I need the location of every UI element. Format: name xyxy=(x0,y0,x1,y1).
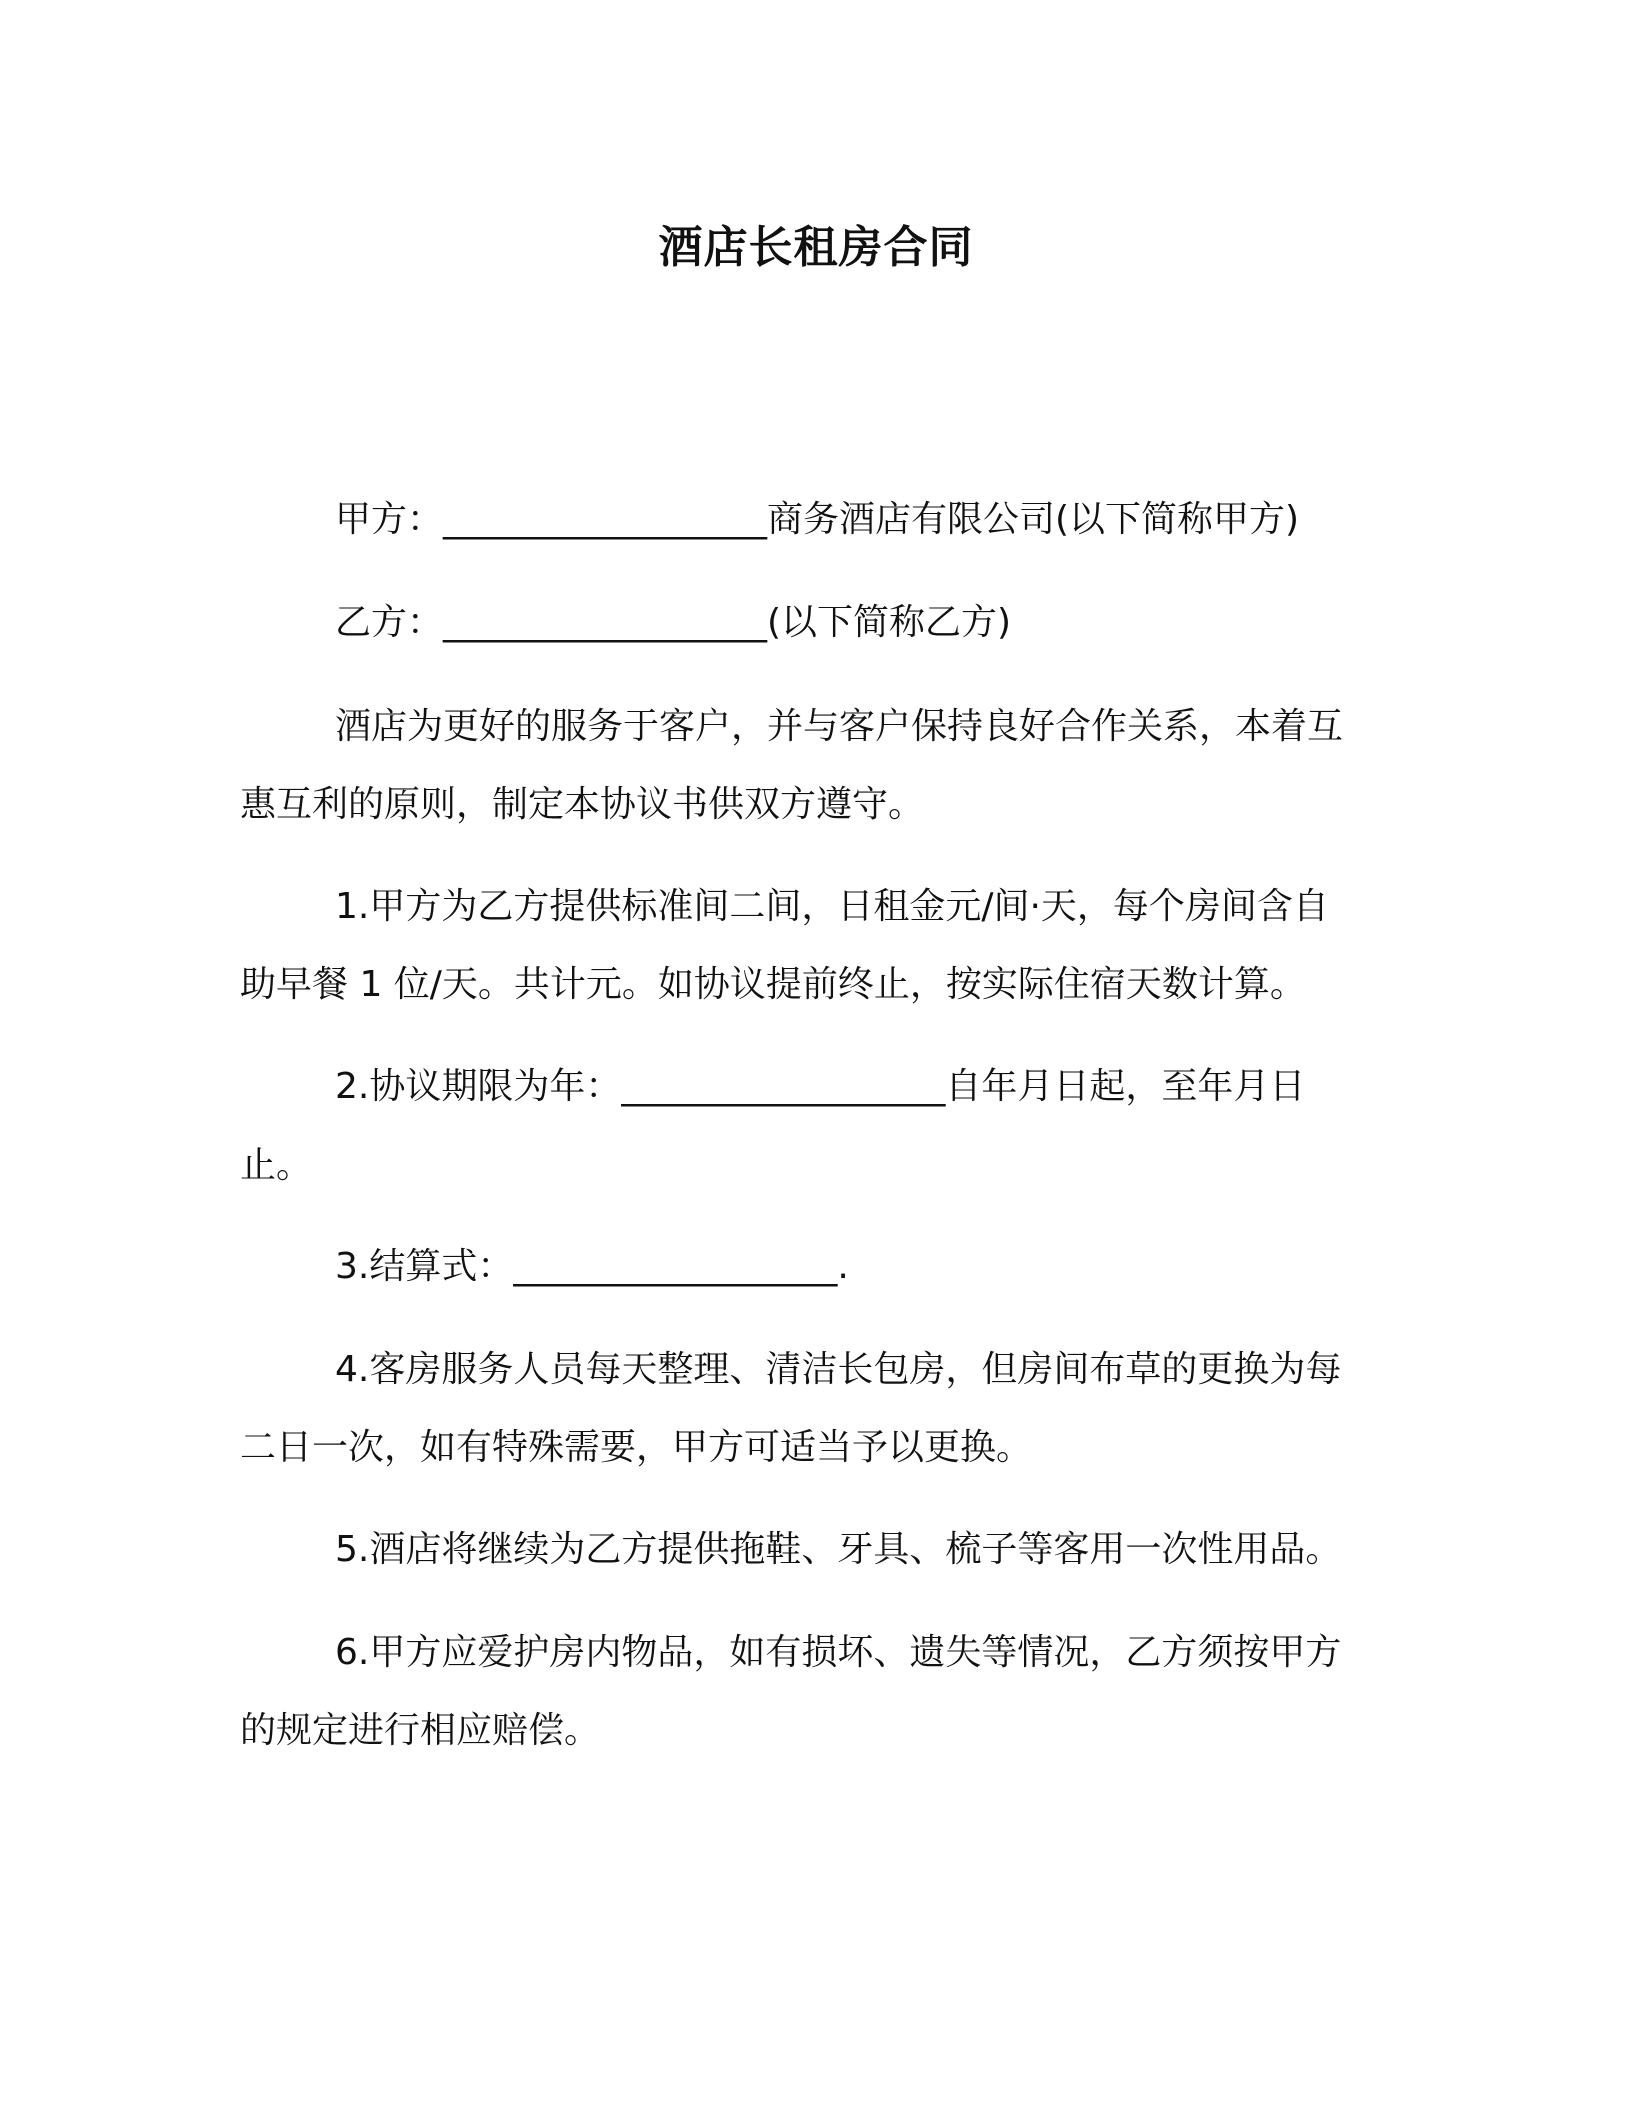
party-b-line: 乙方：__________________(以下简称乙方) xyxy=(335,602,1012,643)
clause-3-line: 3.结算式：__________________. xyxy=(335,1246,849,1287)
clause-6-line-1: 6.甲方应爱护房内物品，如有损坏、遗失等情况，乙方须按甲方 xyxy=(335,1632,1342,1673)
clause-5-line: 5.酒店将继续为乙方提供拖鞋、牙具、梳子等客用一次性用品。 xyxy=(335,1529,1342,1570)
clause-1-line-2: 助早餐 1 位/天。共计元。如协议提前终止，按实际住宿天数计算。 xyxy=(240,964,1306,1005)
intro-paragraph-line-1: 酒店为更好的服务于客户，并与客户保持良好合作关系，本着互 xyxy=(335,706,1344,747)
intro-paragraph-line-2: 惠互利的原则，制定本协议书供双方遵守。 xyxy=(240,784,925,825)
clause-1-line-1: 1.甲方为乙方提供标准间二间，日租金元/间·天，每个房间含自 xyxy=(335,886,1329,927)
clause-4-line-2: 二日一次，如有特殊需要，甲方可适当予以更换。 xyxy=(240,1427,1033,1468)
document-title: 酒店长租房合同 xyxy=(658,222,974,273)
clause-4-line-1: 4.客房服务人员每天整理、清洁长包房，但房间布草的更换为每 xyxy=(335,1349,1342,1390)
clause-2-line-2: 止。 xyxy=(240,1145,313,1186)
clause-6-line-2: 的规定进行相应赔偿。 xyxy=(240,1710,601,1751)
party-a-line: 甲方：__________________商务酒店有限公司(以下简称甲方) xyxy=(335,499,1300,540)
clause-2-line-1: 2.协议期限为年：__________________自年月日起，至年月日 xyxy=(335,1066,1306,1107)
